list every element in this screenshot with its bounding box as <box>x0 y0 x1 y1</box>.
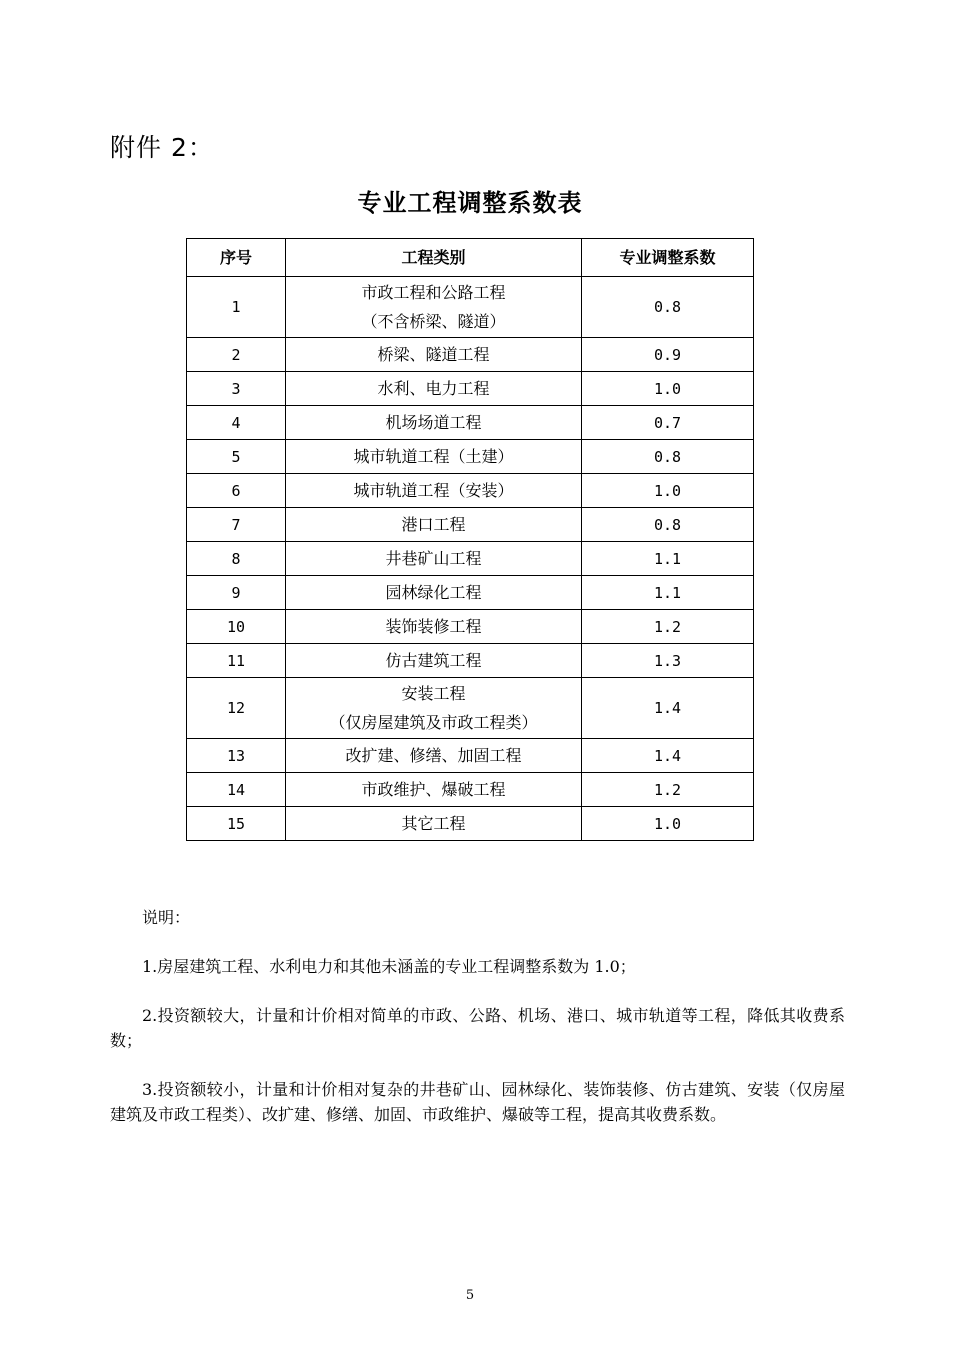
table-row <box>187 678 754 739</box>
page-number: 5 <box>465 1288 475 1303</box>
coefficient-table <box>186 238 754 841</box>
category-line-1: 安装工程 <box>401 684 466 703</box>
table-header-row <box>187 239 754 277</box>
cell-category: 改扩建、修缮、加固工程 <box>286 739 582 773</box>
table-row <box>187 773 754 807</box>
table-row <box>187 474 754 508</box>
cell-coefficient: 1.4 <box>582 739 754 773</box>
cell-serial: 8 <box>187 542 286 576</box>
note-item-1: 1.房屋建筑工程、水利电力和其他未涵盖的专业工程调整系数为 1.0； <box>142 957 636 976</box>
cell-serial: 1 <box>187 277 286 338</box>
cell-category: 市政维护、爆破工程 <box>286 773 582 807</box>
cell-coefficient: 1.0 <box>582 474 754 508</box>
table-row <box>187 739 754 773</box>
table-row <box>187 508 754 542</box>
cell-coefficient: 0.8 <box>582 508 754 542</box>
cell-category: 城市轨道工程（安装） <box>286 474 582 508</box>
header-serial: 序号 <box>187 239 286 277</box>
cell-serial: 14 <box>187 773 286 807</box>
header-coefficient: 专业调整系数 <box>582 239 754 277</box>
table-row <box>187 440 754 474</box>
cell-coefficient: 0.8 <box>582 277 754 338</box>
cell-category: 水利、电力工程 <box>286 372 582 406</box>
cell-coefficient: 0.8 <box>582 440 754 474</box>
cell-serial: 4 <box>187 406 286 440</box>
table-row <box>187 406 754 440</box>
cell-coefficient: 1.3 <box>582 644 754 678</box>
notes-section <box>110 905 845 1127</box>
cell-coefficient: 1.1 <box>582 542 754 576</box>
table-row <box>187 610 754 644</box>
note-item-2: 2.投资额较大，计量和计价相对简单的市政、公路、机场、港口、城市轨道等工程，降低其收费系数； <box>110 1006 845 1050</box>
cell-category: 机场场道工程 <box>286 406 582 440</box>
cell-coefficient: 0.9 <box>582 338 754 372</box>
table-row <box>187 644 754 678</box>
cell-serial: 9 <box>187 576 286 610</box>
cell-coefficient: 1.2 <box>582 610 754 644</box>
table-row <box>187 338 754 372</box>
cell-serial: 3 <box>187 372 286 406</box>
cell-category: 仿古建筑工程 <box>286 644 582 678</box>
cell-coefficient: 1.4 <box>582 678 754 739</box>
cell-serial: 5 <box>187 440 286 474</box>
cell-serial: 7 <box>187 508 286 542</box>
cell-serial: 6 <box>187 474 286 508</box>
cell-category <box>286 678 582 739</box>
cell-serial: 10 <box>187 610 286 644</box>
cell-coefficient: 1.0 <box>582 807 754 841</box>
category-line-1: 市政工程和公路工程 <box>361 283 506 302</box>
cell-category: 装饰装修工程 <box>286 610 582 644</box>
cell-coefficient: 1.2 <box>582 773 754 807</box>
header-category: 工程类别 <box>286 239 582 277</box>
attachment-label: 附件 2： <box>110 133 214 162</box>
page-title: 专业工程调整系数表 <box>357 189 583 217</box>
table-row <box>187 542 754 576</box>
notes-heading: 说明： <box>142 908 191 927</box>
cell-category: 城市轨道工程（土建） <box>286 440 582 474</box>
cell-coefficient: 1.0 <box>582 372 754 406</box>
cell-category <box>286 277 582 338</box>
cell-serial: 13 <box>187 739 286 773</box>
cell-category: 港口工程 <box>286 508 582 542</box>
cell-coefficient: 1.1 <box>582 576 754 610</box>
cell-coefficient: 0.7 <box>582 406 754 440</box>
cell-category: 桥梁、隧道工程 <box>286 338 582 372</box>
category-line-2: （仅房屋建筑及市政工程类） <box>329 713 538 732</box>
table-row <box>187 277 754 338</box>
cell-category: 园林绿化工程 <box>286 576 582 610</box>
table-row <box>187 807 754 841</box>
cell-category: 井巷矿山工程 <box>286 542 582 576</box>
cell-serial: 12 <box>187 678 286 739</box>
table-row <box>187 372 754 406</box>
cell-category: 其它工程 <box>286 807 582 841</box>
cell-serial: 2 <box>187 338 286 372</box>
category-line-2: （不含桥梁、隧道） <box>361 312 506 331</box>
note-item-3: 3.投资额较小，计量和计价相对复杂的井巷矿山、园林绿化、装饰装修、仿古建筑、安装（仅房屋建筑及市政工程类）、改扩建、修缮、加固、市政维护、爆破等工程，提高其收费系数。 <box>110 1080 845 1124</box>
table-row <box>187 576 754 610</box>
cell-serial: 11 <box>187 644 286 678</box>
cell-serial: 15 <box>187 807 286 841</box>
